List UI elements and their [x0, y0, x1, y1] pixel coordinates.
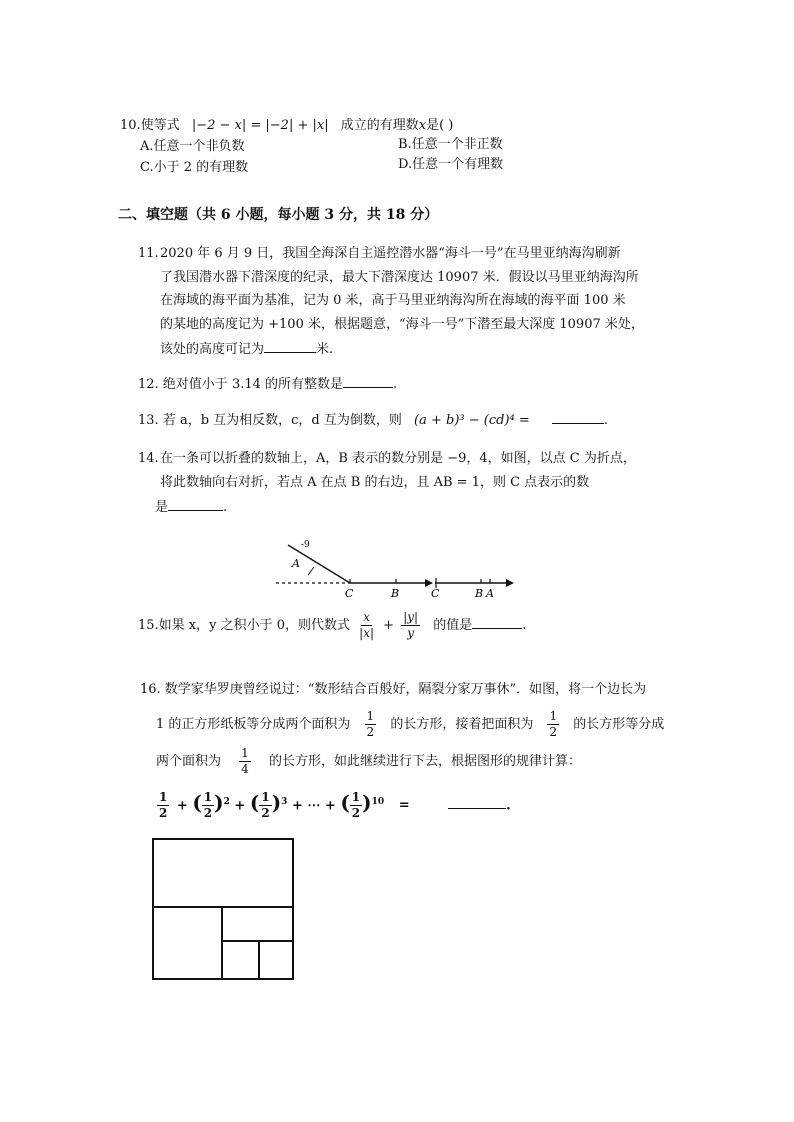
- q15-fraction-y: $\frac{|y|}{y}$: [403, 610, 419, 640]
- q13-answer-blank: [552, 409, 604, 424]
- q16-sum-expression: $\frac{1}{2}$ + ( $\frac{1}{2}$ )$^2$ + ( $\frac{1}{2}$ )$^3$ + ⋯ + ( $\frac{1}{2}$ )$^{10}$ = .: [159, 790, 511, 821]
- q12-text: 12. 绝对值小于 3.14 的所有整数是: [138, 377, 344, 392]
- q16-line-3: [156, 744, 581, 780]
- q13-end: .: [603, 413, 609, 428]
- q15-answer-blank: [472, 614, 522, 629]
- q10-equation: |−2 − x| = |−2| + |x|: [191, 118, 329, 133]
- q11-line-4: 的某地的高度记为 +100 米，根据题意，“海斗一号”下潜至最大深度 10907 米处，: [160, 317, 644, 332]
- q16-answer-blank: [448, 794, 506, 809]
- q14-answer-blank: [168, 496, 223, 511]
- label-a-left: A: [292, 557, 300, 570]
- label-b-right: B: [475, 587, 484, 600]
- q10-option-b: B.任意一个非正数: [398, 137, 503, 152]
- q16-line2-mid: 的长方形，接着把面积为: [390, 717, 534, 732]
- exp-10: 10: [371, 797, 385, 807]
- q14-line-1: 在一条可以折叠的数轴上，A，B 表示的数分别是 −9，4，如图，以点 C 为折点，: [160, 451, 636, 466]
- q10-end: 是( ): [426, 118, 454, 133]
- q15: [138, 609, 526, 643]
- q15-fraction-x: $\frac{x}{|x|}$: [359, 610, 375, 640]
- q16-line3-suffix: 的长方形，如此继续进行下去，根据图形的规律计算：: [268, 754, 581, 769]
- q11-number: 11.: [138, 246, 159, 261]
- sum-equals: =: [398, 798, 410, 814]
- label-a-right: A: [486, 587, 494, 600]
- label-b-left: B: [391, 587, 400, 600]
- q15-suffix: 的值是: [433, 618, 473, 633]
- q14-end: .: [223, 500, 228, 515]
- q12: [138, 373, 397, 395]
- label-c-left: C: [345, 587, 354, 600]
- q11-answer-blank: [264, 338, 316, 353]
- q16-half-fraction-2: $\frac{1}{2}$: [549, 709, 558, 739]
- section-heading: 二、填空题（共 6 小题，每小题 3 分，共 18 分）: [118, 207, 439, 223]
- q10-suffix: 成立的有理数: [340, 118, 419, 133]
- q16-quarter-fraction: $\frac{1}{4}$: [241, 746, 249, 776]
- q13-text: 13. 若 a，b 互为相反数，c，d 互为倒数，则: [138, 413, 402, 428]
- exp-3: 3: [281, 797, 288, 807]
- q11-line-5: [160, 338, 333, 360]
- q11-line-3: 在海域的海平面为基准，记为 0 米，高于马里亚纳海沟所在海域的海平面 100 米: [160, 293, 626, 308]
- q10-prefix: 10.使等式: [120, 118, 180, 133]
- q10-stem: [120, 116, 453, 136]
- q11-last-suffix: 米.: [316, 342, 334, 357]
- q16-line2-prefix: 1 的正方形纸板等分成两个面积为: [156, 717, 351, 732]
- right-axis-arrow: [506, 579, 514, 587]
- q10-option-a: A.任意一个非负数: [140, 139, 245, 154]
- q11-last-prefix: 该处的高度可记为: [160, 342, 265, 357]
- q13-expression: (a + b)³ − (cd)⁴ =: [414, 413, 530, 428]
- q12-answer-blank: [343, 373, 393, 388]
- sum-term-2: $\frac{1}{2}$: [203, 790, 213, 821]
- q14-line-2: 将此数轴向右对折，若点 A 在点 B 的右边，且 AB = 1，则 C 点表示的数: [160, 475, 590, 490]
- q10-option-d: D.任意一个有理数: [398, 157, 504, 172]
- q10-var: x: [418, 118, 427, 133]
- exp-2: 2: [223, 797, 230, 807]
- q14-number-line-figure: [270, 535, 520, 605]
- left-axis-arrow: [425, 579, 433, 587]
- sum-term-10: $\frac{1}{2}$: [351, 790, 361, 821]
- sum-term-3: $\frac{1}{2}$: [261, 790, 270, 821]
- q16-line3-prefix: 两个面积为: [156, 754, 222, 769]
- q10-option-c: C.小于 2 的有理数: [140, 160, 249, 175]
- q14-number: 14.: [138, 451, 159, 466]
- q15-end: .: [522, 618, 527, 633]
- sixteenth-divider: [258, 940, 294, 980]
- q16-end: .: [506, 798, 511, 814]
- q11-line-1: 2020 年 6 月 9 日，我国全海深自主遥控潜水器“海斗一号”在马里亚纳海沟刷新: [160, 246, 621, 261]
- q16-line-2: [156, 708, 664, 742]
- label-c-right: C: [431, 587, 440, 600]
- q16-line-1: 16. 数学家华罗庚曾经说过：“数形结合百般好，隔裂分家万事休”．如图，将一个边长为: [140, 682, 647, 697]
- sum-term-1: $\frac{1}{2}$: [159, 790, 168, 821]
- q14-line-3: [155, 496, 227, 518]
- q13: [138, 409, 608, 431]
- q15-plus: +: [383, 618, 395, 633]
- q14-last-prefix: 是: [155, 500, 169, 515]
- q15-prefix: 15.如果 x，y 之积小于 0，则代数式: [138, 618, 351, 633]
- q16-line2-suffix: 的长方形等分成: [573, 717, 665, 732]
- fold-arrow: [308, 567, 314, 575]
- q12-end: .: [393, 377, 398, 392]
- q16-half-fraction-1: $\frac{1}{2}$: [366, 709, 375, 739]
- sum-dots: + ⋯ +: [291, 798, 336, 814]
- label-scribble: -9: [301, 540, 310, 550]
- q11-line-2: 了我国潜水器下潜深度的纪录，最大下潜深度达 10907 米．假设以马里亚纳海沟所: [160, 270, 639, 285]
